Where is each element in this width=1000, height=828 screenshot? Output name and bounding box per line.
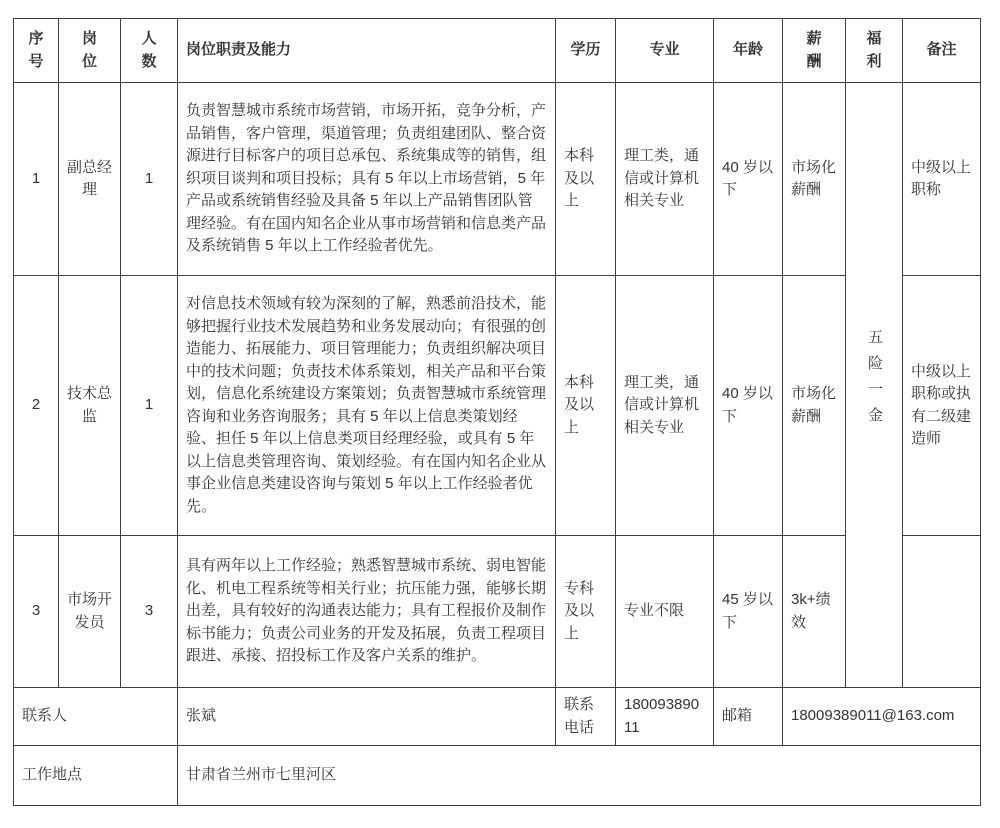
row1-no-cell: 1	[14, 83, 59, 276]
row3-duties-cell: 具有两年以上工作经验；熟悉智慧城市系统、弱电智能化、机电工程系统等相关行业；抗压能力强，能够长期出差，具有较好的沟通表达能力；具有工程报价及制作标书能力；负责公司业务的开发及拓展，负责工程项目跟进、承接、招投标工作及客户关系的维护。	[178, 536, 556, 688]
row2-salary-cell: 市场化薪酬	[783, 276, 846, 536]
header-duties: 岗位职责及能力	[178, 19, 556, 83]
header-benefits-label: 福利	[866, 30, 882, 71]
phone-label-cell: 联系电话	[556, 688, 616, 746]
header-headcount	[121, 19, 178, 83]
row3-major-cell: 专业不限	[616, 536, 714, 688]
row3-salary-cell: 3k+绩效	[783, 536, 846, 688]
row1-duties-cell: 负责智慧城市系统市场营销，市场开拓，竞争分析，产品销售，客户管理，渠道管理；负责组建团队、整合资源进行目标客户的项目总承包、系统集成等的销售，组织项目谈判和项目投标；具有 5 年以上市场营销，5 年产品或系统销售经验及具备 5 年以上产品销售团队管理经验。有在国内知名企业从事市场营销和信息类产品及系统销售 5 年以上工作经验者优先。	[178, 83, 556, 276]
header-salary-label: 薪酬	[806, 30, 822, 71]
email-label-cell: 邮箱	[714, 688, 783, 746]
location-value-cell: 甘肃省兰州市七里河区	[178, 746, 981, 806]
benefits-value: 五险一金	[866, 329, 883, 434]
contact-row	[14, 688, 981, 746]
row2-duties-cell: 对信息技术领域有较为深刻的了解，熟悉前沿技术，能够把握行业技术发展趋势和业务发展动向；有很强的创造能力、拓展能力、项目管理能力；负责组织解决项目中的技术问题；负责技术体系策划，相关产品和平台策划，信息化系统建设方案策划；负责智慧城市系统管理咨询和业务咨询服务；具有 5 年以上信息类策划经验、担任 5 年以上信息类项目经理经验，或具有 5 年以上信息类管理咨询、策划经验。有在国内知名企业从事企业信息类建设咨询与策划 5 年以上工作经验者优先。	[178, 276, 556, 536]
row3-position-cell: 市场开发员	[59, 536, 121, 688]
row2-headcount-cell: 1	[121, 276, 178, 536]
header-no	[14, 19, 59, 83]
row2-major-cell: 理工类，通信或计算机相关专业	[616, 276, 714, 536]
header-major: 专业	[616, 19, 714, 83]
row2-remark-cell: 中级以上职称或执有二级建造师	[903, 276, 981, 536]
job-row-1	[14, 83, 981, 276]
job-table	[13, 18, 981, 806]
row3-headcount-cell: 3	[121, 536, 178, 688]
row2-no-cell: 2	[14, 276, 59, 536]
header-benefits	[846, 19, 903, 83]
row1-salary-cell: 市场化薪酬	[783, 83, 846, 276]
job-row-2	[14, 276, 981, 536]
job-row-3	[14, 536, 981, 688]
header-position-label: 岗位	[81, 30, 97, 71]
row2-age-cell: 40 岁以下	[714, 276, 783, 536]
row1-position-cell: 副总经理	[59, 83, 121, 276]
location-row	[14, 746, 981, 806]
header-remark: 备注	[903, 19, 981, 83]
header-salary	[783, 19, 846, 83]
row1-education-cell: 本科及以上	[556, 83, 616, 276]
row3-remark-cell	[903, 536, 981, 688]
contact-name-cell: 张斌	[178, 688, 556, 746]
row1-major-cell: 理工类，通信或计算机相关专业	[616, 83, 714, 276]
header-education: 学历	[556, 19, 616, 83]
header-age: 年龄	[714, 19, 783, 83]
contact-label-cell: 联系人	[14, 688, 178, 746]
row2-education-cell: 本科及以上	[556, 276, 616, 536]
row1-age-cell: 40 岁以下	[714, 83, 783, 276]
benefits-cell	[846, 83, 903, 688]
row1-headcount-cell: 1	[121, 83, 178, 276]
row3-age-cell: 45 岁以下	[714, 536, 783, 688]
email-value-cell: 18009389011@163.com	[783, 688, 981, 746]
row3-education-cell: 专科及以上	[556, 536, 616, 688]
header-no-label: 序号	[28, 30, 44, 71]
header-position	[59, 19, 121, 83]
row3-no-cell: 3	[14, 536, 59, 688]
row2-position-cell: 技术总监	[59, 276, 121, 536]
header-headcount-label: 人数	[141, 30, 157, 71]
header-row	[14, 19, 981, 83]
location-label-cell: 工作地点	[14, 746, 178, 806]
row1-remark-cell: 中级以上职称	[903, 83, 981, 276]
phone-value-cell: 18009389011	[616, 688, 714, 746]
